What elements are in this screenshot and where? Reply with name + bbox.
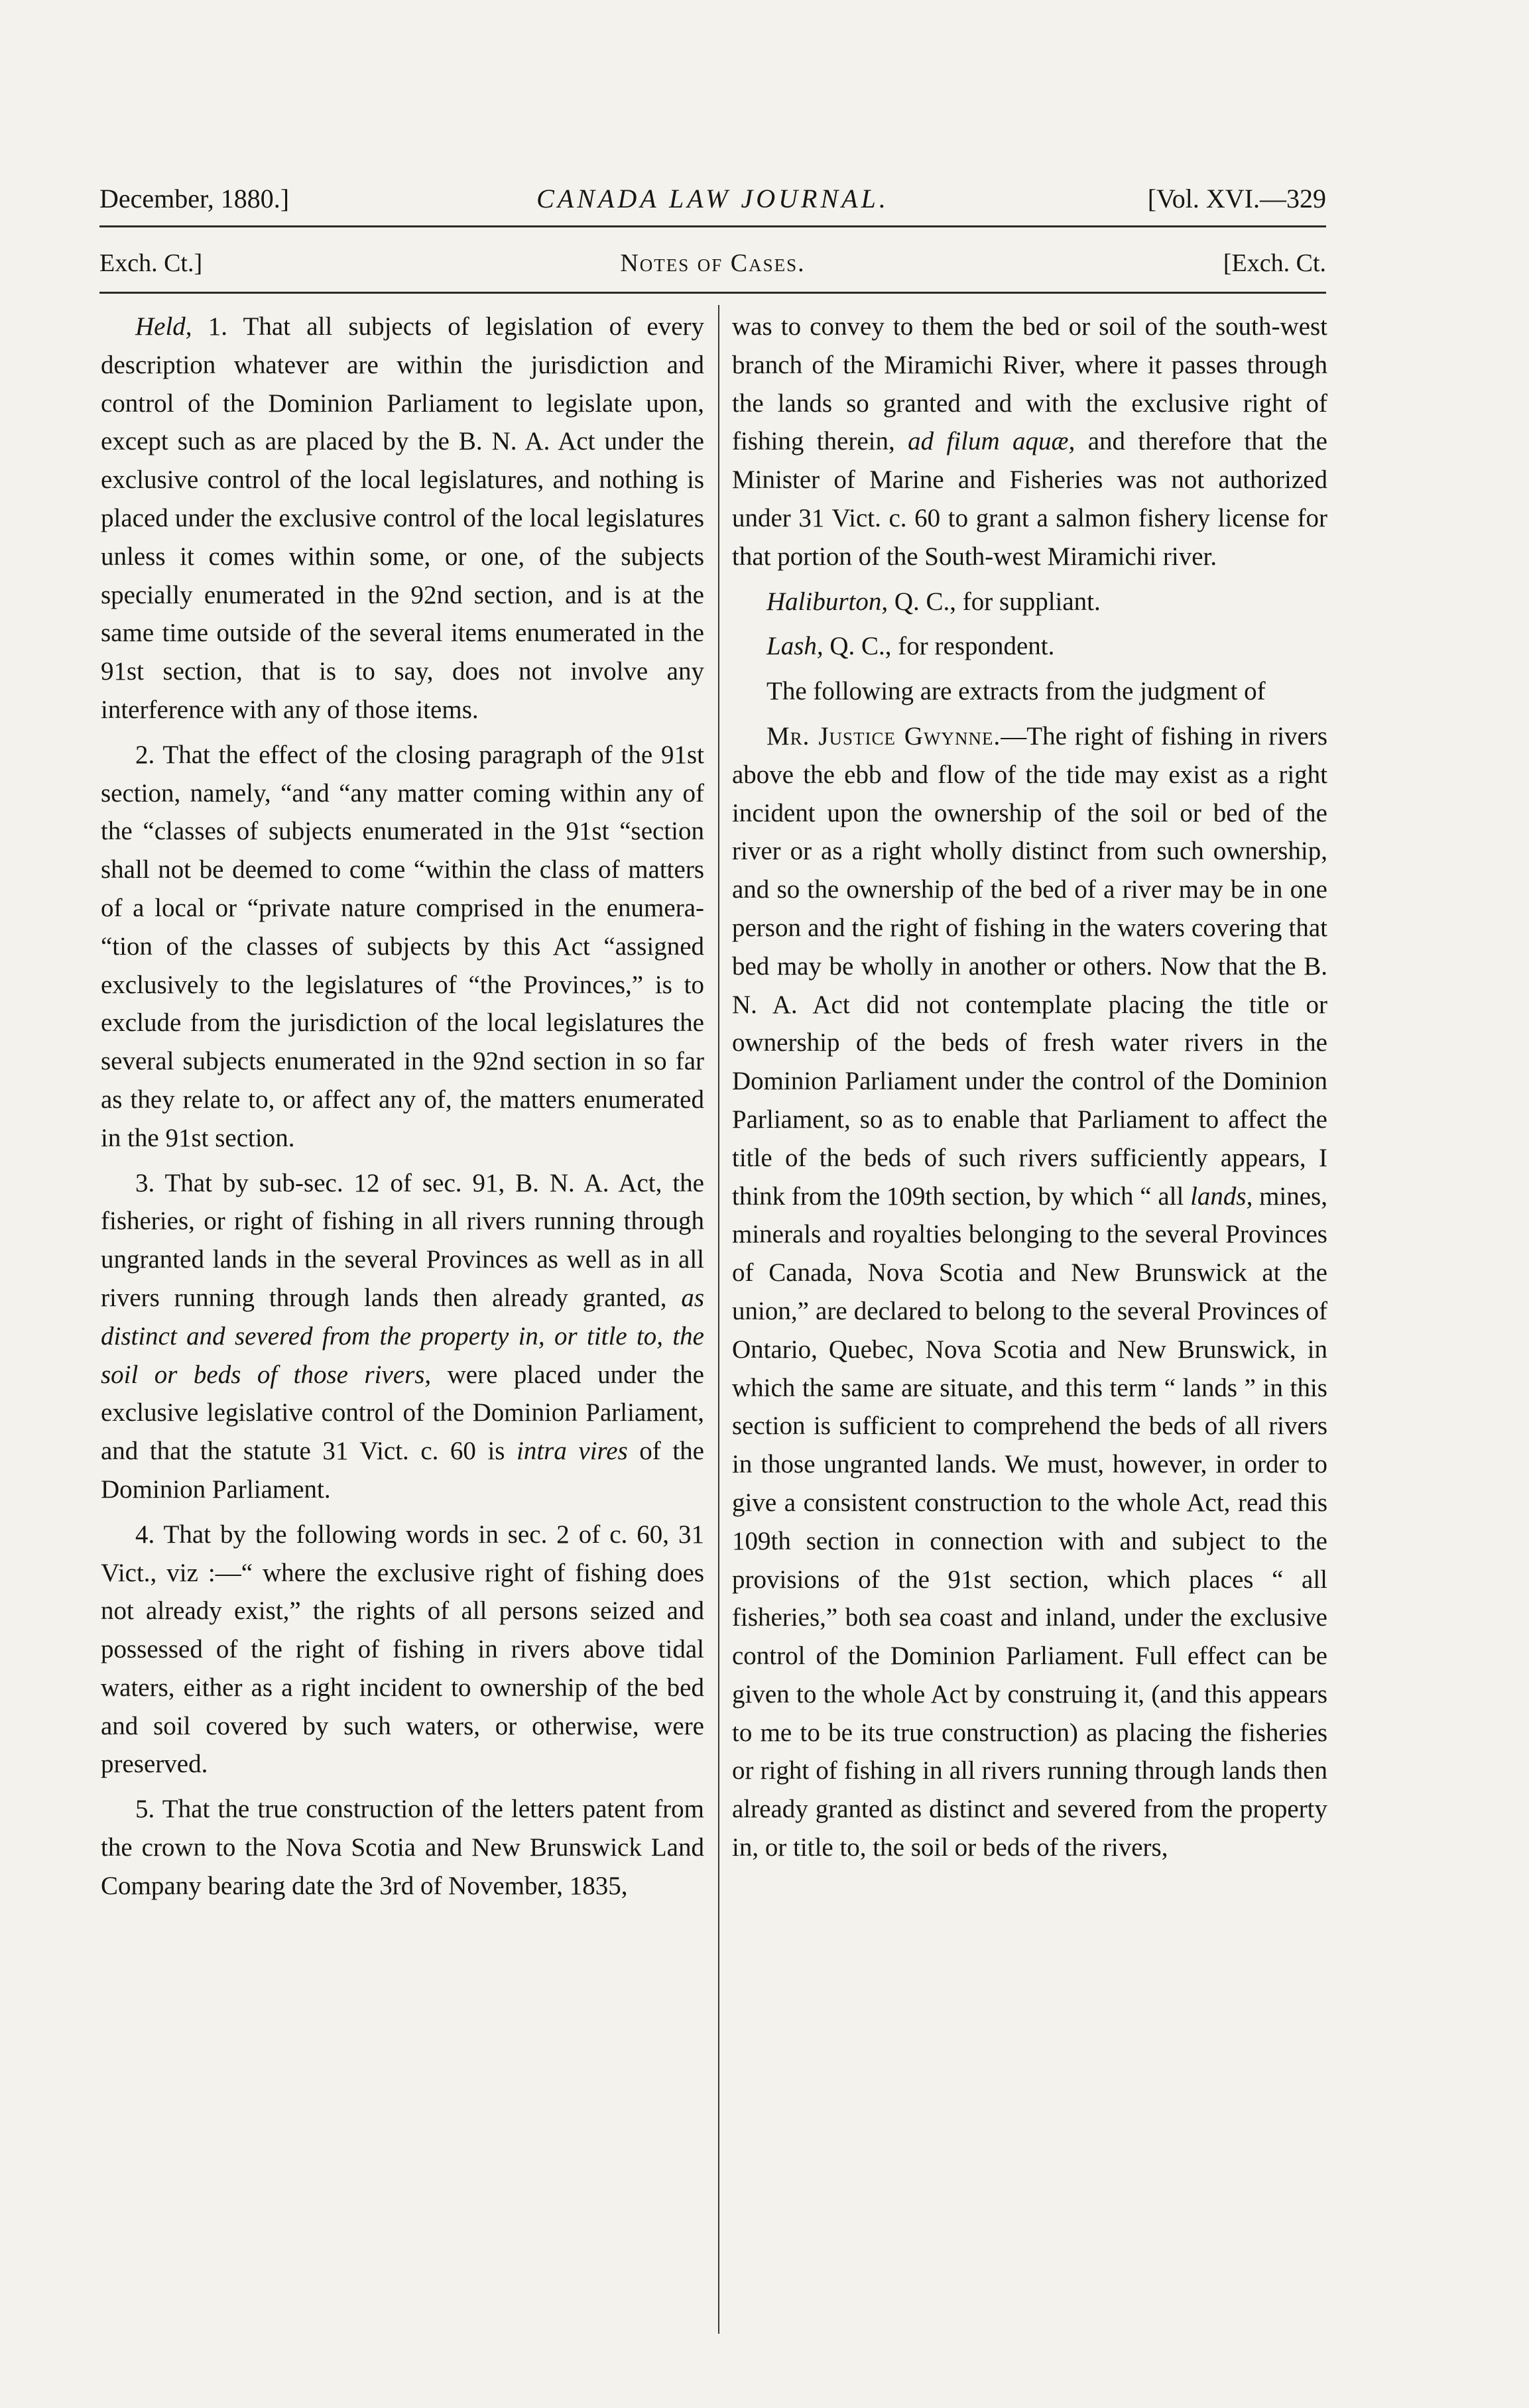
judgment-paragraph — [732, 717, 1327, 1867]
column-divider — [718, 305, 719, 2334]
holding-paragraph-1 — [101, 308, 704, 729]
subheader-rule — [99, 292, 1326, 294]
judgment-text-b: mines, minerals and royalties belonging to the several Provinces of Canada, Nova Scotia and New Brunswick at the union,” are declared to belong to the several Provinces of Ontario, Quebec, Nova Scotia and New Brunswick, in which the same are situate, and this term “ lands ” in this section is sufficient to comprehend the beds of all rivers in those ungranted lands. We must, however, in order to give a consistent construction to the whole Act, read this 109th section in connection with and subject to the provisions of the 91st section, which places “ all fisheries,” both sea coast and inland, under the exclusive control of the Dominion Parliament. Full effect can be given to the whole Act by construing it, (and this appears to me to be its true construction) as placing the fisheries or right of fishing in all rivers running through lands then already granted as distinct and severed from the property in, or title to, the soil or beds of the rivers, — [732, 1181, 1327, 1862]
counsel-suppliant — [732, 583, 1327, 621]
holding-3-text-a: 3. That by sub-sec. 12 of sec. 91, B. N. A. Act, the fisheries, or right of fishing in all rivers running through ungranted lands in the several Provinces as well as in all rivers running through lands then already granted, — [101, 1168, 704, 1312]
counsel-respondent-name: Lash, — [766, 632, 824, 661]
header-date: December, 1880.] — [99, 184, 290, 213]
holding-paragraph-4: 4. That by the following words in sec. 2 of c. 60, 31 Vict., viz :—“ where the exclusive right of fishing does not already exist,” the rights of all persons seized and possessed of the right of fishing in rivers above tidal waters, either as a right incident to ownership of the bed and soil covered by such waters, or otherwise, were preserved. — [101, 1520, 704, 1779]
judge-name: Mr. Justice Gwynne. — [766, 721, 1001, 751]
holding-5-cont-italic: ad filum aquæ, — [908, 427, 1075, 456]
holding-3-text-c: of the Dominion Parliament. — [101, 1437, 704, 1504]
header-journal-title: CANADA LAW JOURNAL. — [536, 184, 889, 213]
judgment-text-a: —The right of fishing in rivers above the ebb and flow of the tide may exist as a right incident upon the ownership of the soil or bed of the river or as a right wholly distinct from such ownership, and so the ownership of the bed of a river may be in one person and the right of fishing in the waters covering that bed may be wholly in another or others. Now that the B. N. A. Act did not contemplate placing the title or ownership of the beds of fresh water rivers in the Dominion Parliament under the control of the Dominion Parliament, so as to enable that Parliament to affect the title of the beds of such rivers sufficiently appears, I think from the 109th section, by which “ all — [732, 721, 1327, 1211]
holding-3-italic: as distinct and severed from the property in, or title to, the soil or beds of those rivers, — [101, 1283, 704, 1389]
holding-5-cont-text-a: was to convey to them the bed or soil of the south-west branch of the Miramichi River, where it passes through the lands so granted and with the exclusive right of fishing therein, — [732, 312, 1327, 456]
counsel-respondent — [732, 627, 1327, 666]
counsel-suppliant-name: Haliburton, — [766, 587, 888, 616]
header-rule — [99, 225, 1326, 227]
subheader-court-right: [Exch. Ct. — [1223, 249, 1326, 277]
running-header — [99, 178, 1326, 220]
counsel-respondent-role: Q. C., for respondent. — [823, 632, 1055, 661]
subheader-section-title: Notes of Cases. — [620, 249, 806, 277]
holding-1-text: 1. That all subjects of legislation of every description whatever are within the jurisdiction and control of the Dominion Parliament to legislate upon, except such as are placed by the B. N. A. Act under the exclusive control of the local legislatures, and nothing is placed under the exclusive control of the local legislatures unless it comes within some, or one, of the subjects specially enumerated in the 92nd section, and is at the same time outside of the several items enumerated in the 91st section, that is to say, does not involve any interference with any of those items. — [101, 312, 704, 724]
holding-paragraph-3 — [101, 1164, 704, 1509]
counsel-suppliant-role: Q. C., for suppliant. — [888, 587, 1101, 616]
left-column — [101, 308, 704, 2346]
judgment-italic: lands, — [1190, 1181, 1253, 1211]
holding-paragraph-2: 2. That the effect of the closing paragraph of the 91st section, namely, “and “any matter coming within any of the “classes of subjects enumerated in the 91st “section shall not be deemed to come “within the class of matters of a local or “private nature comprised in the enumera- “tion of the classes of subjects by this Act “assigned exclusively to the legislatures of “the Provinces,” is to exclude from the jurisdiction of the local legislatures the several subjects enumerated in the 92nd section in so far as they relate to, or affect any of, the matters enumerated in the 91st section. — [101, 740, 704, 1152]
right-column — [732, 308, 1327, 2346]
subheader-court-left: Exch. Ct.] — [99, 249, 203, 277]
header-volume-page: [Vol. XVI.—329 — [1147, 184, 1326, 213]
extracts-intro: The following are extracts from the judgment of — [766, 677, 1266, 706]
holding-3-italic-2: intra vires — [517, 1437, 628, 1466]
holding-3-text-b: were placed under the exclusive legislative control of the Dominion Parliament, and that the statute 31 Vict. c. 60 is — [101, 1360, 704, 1466]
holding-5-cont-text-b: and therefore that the Minister of Marine and Fisheries was not authorized under 31 Vict. c. 60 to grant a salmon fishery license for that portion of the South-west Miramichi river. — [732, 427, 1327, 571]
holding-paragraph-5: 5. That the true construction of the letters patent from the crown to the Nova Scotia and New Brunswick Land Company bearing date the 3rd of November, 1835, — [101, 1795, 704, 1900]
section-header — [99, 242, 1326, 284]
holding-5-continuation — [732, 308, 1327, 576]
held-label: Held, — [135, 312, 192, 341]
